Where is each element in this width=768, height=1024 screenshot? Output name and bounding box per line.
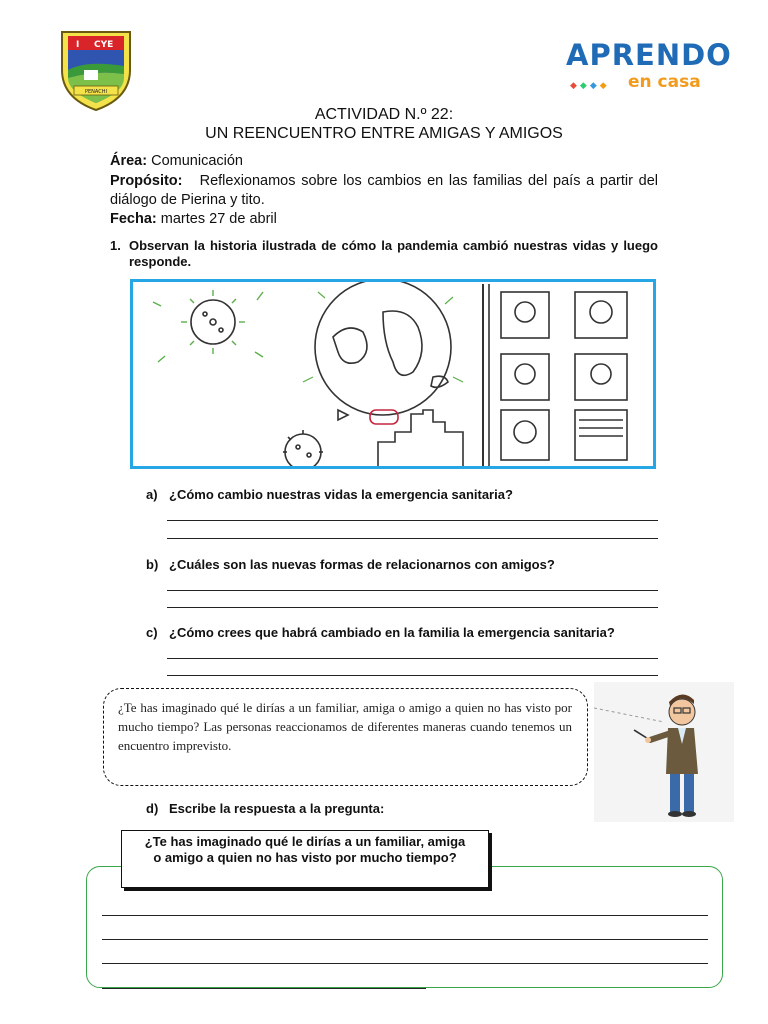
purpose-value: Reflexionamos sobre los cambios en las familias del país a partir del diálogo de Pierina y tito. [110, 173, 658, 208]
area-value: Comunicación [151, 153, 243, 169]
purpose-row [110, 172, 658, 210]
activity-title: UN REENCUENTRO ENTRE AMIGAS Y AMIGOS [205, 125, 563, 142]
virus-drawing-small [283, 430, 323, 466]
school-logo [56, 26, 136, 112]
question-a-letter: a) [146, 487, 158, 502]
question-b-letter: b) [146, 557, 159, 572]
aprendo-wordmark: APRENDO [566, 38, 732, 72]
question-a [146, 487, 658, 503]
answer-line-d-3[interactable] [102, 963, 708, 964]
instruction-text: Observan la historia ilustrada de cómo la pandemia cambió nuestras vidas y luego responde. [129, 238, 658, 269]
question-b-text: ¿Cuáles son las nuevas formas de relacionarnos con amigos? [169, 557, 555, 572]
answer-line-b-2[interactable] [167, 607, 658, 608]
answer-line-d-4[interactable] [102, 988, 426, 989]
school-logo-banner: PENACHI [85, 89, 107, 95]
speech-bubble-text: ¿Te has imaginado qué le dirías a un familiar, amiga o amigo a quien no has visto por mucho tiempo? Las personas reaccionamos de diferentes maneras cuando tenemos un encuentro imprevisto. [118, 700, 572, 753]
question-b [146, 557, 658, 573]
globe-drawing [303, 282, 463, 415]
mask-drawing [370, 410, 398, 424]
answer-line-d-1[interactable] [102, 915, 708, 916]
aprendo-en-casa-logo [566, 38, 732, 100]
question-d-text: Escribe la respuesta a la pregunta: [169, 801, 385, 816]
instruction-number: 1. [110, 238, 121, 253]
question-c [146, 625, 658, 641]
instruction-1 [110, 238, 658, 272]
answer-line-a-2[interactable] [167, 538, 658, 539]
en-casa-wordmark: en casa [628, 72, 701, 92]
question-a-text: ¿Cómo cambio nuestras vidas la emergencia sanitaria? [169, 487, 513, 502]
area-label: Área: [110, 153, 148, 169]
answer-line-a-1[interactable] [167, 520, 658, 521]
play-shape [338, 410, 348, 420]
school-logo-letters-cye: CYE [94, 40, 114, 50]
answer-line-c-2[interactable] [167, 675, 658, 676]
boxed-question: ¿Te has imaginado qué le dirías a un familiar, amiga o amigo a quien no has visto por mucho tiempo? [121, 830, 489, 888]
activity-number-title: ACTIVIDAD N.º 22: [314, 106, 454, 123]
question-c-letter: c) [146, 625, 158, 640]
window-faces-drawing [501, 292, 627, 460]
date-row [110, 210, 658, 229]
answer-line-c-1[interactable] [167, 658, 658, 659]
virus-drawing-large [153, 290, 263, 362]
area-row [110, 152, 658, 171]
brand-dots: ◆◆◆◆ [570, 80, 610, 90]
pandemic-illustration [130, 279, 656, 469]
purpose-label: Propósito: [110, 173, 183, 189]
question-d [146, 801, 658, 817]
school-logo-letter-i: I [76, 40, 80, 50]
question-c-text: ¿Cómo crees que habrá cambiado en la familia la emergencia sanitaria? [169, 625, 615, 640]
date-label: Fecha: [110, 211, 157, 227]
city-skyline-drawing [378, 410, 463, 466]
date-value: martes 27 de abril [160, 211, 277, 227]
answer-line-b-1[interactable] [167, 590, 658, 591]
answer-line-d-2[interactable] [102, 939, 708, 940]
question-d-letter: d) [146, 801, 159, 816]
